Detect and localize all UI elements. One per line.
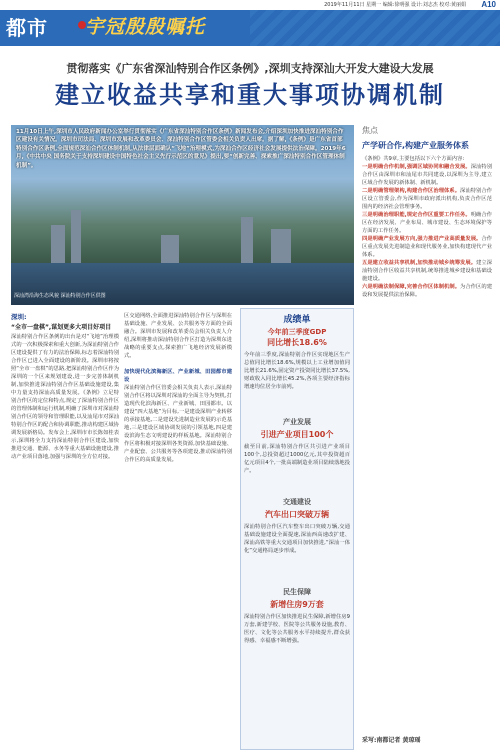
building-shape <box>51 225 65 265</box>
focus-point-5: 五是建立收益共享机制,加快推动城乡统筹发展。 <box>362 260 477 266</box>
author-byline: 采写:南都记者 黄琼瑶 <box>362 737 421 744</box>
article-column-2 <box>124 312 232 464</box>
people-title: 新增住房9万套 <box>270 600 324 609</box>
article-title: 建立收益共享和重大事项协调机制 <box>55 81 445 109</box>
traffic-body: 深汕特别合作区汽车整车出口突破万辆,交通基础设施建设全面提速,深汕西高速改扩建、深汕高铁等重大交通项目加快推进,“深汕一体化”交通格局逐步形成。 <box>244 524 350 554</box>
focus-intro: 《条例》共9章,主要包括以下六个方面内容: <box>362 156 465 162</box>
date-line: 2019年11月11日 星期一 编辑:徐明强 设计:刘志杰 校对:黄丽娟 <box>324 2 466 8</box>
invest-body: 截至目前,深汕特别合作区共引进产业项目100个,总投资超过1000亿元,其中投资超百亿元项目4个,一批高端制造业项目陆续落地投产。 <box>244 444 350 474</box>
invest-title: 引进产业项目100个 <box>260 430 334 439</box>
column-2-subheading: 加快现代化滨海新区、产业新城、田园都市建设 <box>124 369 232 383</box>
building-shape <box>161 235 179 265</box>
building-shape <box>71 210 81 265</box>
column-2-text-a: 区交通网络,全面推进深汕特别合作区与深圳在基础设施、产业发展、公共服务等方面的全面融合。深圳市发展和改革委员会相关负责人介绍,深圳将推动深汕特别合作区打造为深圳东进战略的重要支点,探索推广飞地经济发展新模式。 <box>124 313 232 359</box>
section-name: 都市 <box>6 16 48 40</box>
scorecard-heading: 成绩单 <box>283 315 311 325</box>
calligraphy-banner-title: 宇冠殷殷嘱托 <box>85 16 206 38</box>
focus-point-6: 六是明确法制保障,完善合作区体制机制。 <box>362 284 461 290</box>
column-heading: 深圳: <box>11 313 27 321</box>
focus-point-2: 二是明确管理架构,构建合作区治理体系。 <box>362 188 461 194</box>
gdp-growth: 同比增长18.6% <box>267 338 327 347</box>
focus-point-3: 三是明确治理职能,规定合作区重要工作任务。 <box>362 212 471 218</box>
column-2-text-b: 深汕特别合作区管委会相关负责人表示,深汕特别合作区将以深圳对深汕的全面主导为契机,打造现代化滨海新区、产业新城、田园都市。以建设“四大基地”为目标,一是建设深圳产业转移的承接基地,二是建设先进制造业发展的示范基地,三是建设区域协调发展的引领基地,四是建设滨海生态文明建设的样板基地。深汕特别合作区将积极对接深圳各类资源,加快基础设施、产业配套、公共服务等各项建设,推动深汕特别合作区的高质量发展。 <box>124 385 232 463</box>
focus-text-1: 深汕特别合作区由深圳市和汕尾市共同建设,以深圳为主导,建立区域合作发展的新体制、新机制。 <box>362 164 492 186</box>
traffic-title: 汽车出口突破万辆 <box>265 510 329 519</box>
focus-text-5: 建立深汕特别合作区收益共享机制,统筹推进城乡建设和基础设施建设。 <box>362 260 492 282</box>
traffic-label: 交通建设 <box>283 498 311 506</box>
gdp-body: 今年前三季度,深汕特别合作区实现地区生产总值同比增长18.6%,规模以上工业增加值同比增长21.6%,固定资产投资同比增长37.5%,财政收入同比增长45.2%,各项主要经济指标增速均位居全市前列。 <box>244 352 350 390</box>
people-label: 民生保障 <box>283 588 311 596</box>
gdp-title: 今年前三季度GDP <box>267 328 327 336</box>
invest-label: 产业发展 <box>283 418 311 426</box>
focus-point-1: 一是明确合作机制,强调区域协同和融合发展。 <box>362 164 471 170</box>
focus-body <box>362 155 492 299</box>
focus-label: 焦点 <box>362 126 378 135</box>
column-subheading: “全市一盘棋”,谋划更多大项目好项目 <box>11 324 112 331</box>
building-shape <box>271 229 291 265</box>
article-subtitle: 贯彻落实《广东省深汕特别合作区条例》,深圳支持深汕大开发大建设大发展 <box>66 62 434 75</box>
building-shape <box>241 217 253 265</box>
focus-text-6: 为合作区的建设和发展提供法治保障。 <box>362 284 492 298</box>
photo-caption: 深汕湾沿海生态风貌 深汕特别合作区供图 <box>14 293 106 299</box>
people-body: 深汕特别合作区加快推进民生保障,新增住房9万套,新建学校、医院等公共服务设施,教育、医疗、文化等公共服务水平持续提升,群众获得感、幸福感不断增强。 <box>244 614 350 644</box>
focus-title: 产学研合作,构建产业服务体系 <box>362 141 470 150</box>
focus-point-4: 四是明确产业发展方向,强力推进产业高质量发展。 <box>362 236 482 242</box>
article-column-1: 深汕特别合作区条例的出台是对“飞地”治理模式的一次积极探索和重大创新,为深汕特别合作区建设提供了有力的法治保障,标志着深汕特别合作区已进入全面建设的新阶段。深圳市将按照“全市一盘棋”的思路,把深汕特别合作区作为深圳的一个区来规划建设,进一步完善体制机制,加快推进深汕特别合作区基础设施建设,集中力量支持深汕高质量发展。《条例》立足特别合作区的定位和特点,规定了深汕特别合作区的管理体制和运行机制,明确了深圳市对深汕特别合作区的领导和管理职能,以及汕尾市对深汕特别合作区的配合和协调职能,推动构建区域协调发展新格局。发布会上,深圳市市长陈如桂表示,深圳将全力支持深汕特别合作区建设,加快推进交通、能源、水务等重大基础设施建设,推动产业项目落地,加强与深圳的全方位对接。 <box>11 334 119 460</box>
page-number: A10 <box>481 0 496 9</box>
scorecard-sidebar <box>240 308 354 750</box>
focus-text-2: 深汕特别合作区设立管委会,作为深圳市政府派出机构,负责合作区范围内的经济社会管理事务。 <box>362 188 492 210</box>
focus-text-3: 明确合作区在经济发展、产业布局、城市建设、生态环境保护等方面的工作任务。 <box>362 212 492 234</box>
banner-stripes <box>250 10 500 46</box>
article-lead: 11月10日上午,深圳市人民政府新闻办公室举行贯彻落实《广东省深汕特别合作区条例》新闻发布会,介绍深圳加快推进深汕特别合作区建设有关情况。深圳市司法局、深圳市发展和改革委员会、深汕特别合作区管委会相关负责人出席。据了解,《条例》是广东省首部特别合作区条例,全面规范深汕合作区体制机制,从法律层面确认“飞地”治理模式,为深汕合作区经济社会发展提供法治保障。2019年6月,《中共中央 国务院关于支持深圳建设中国特色社会主义先行示范区的意见》提出,要“创新完善、探索推广深汕特别合作区管理体制机制”。 <box>16 129 346 169</box>
focus-text-4: 合作区重点发展先进制造业和现代服务业,加快构建现代产业体系。 <box>362 236 492 258</box>
